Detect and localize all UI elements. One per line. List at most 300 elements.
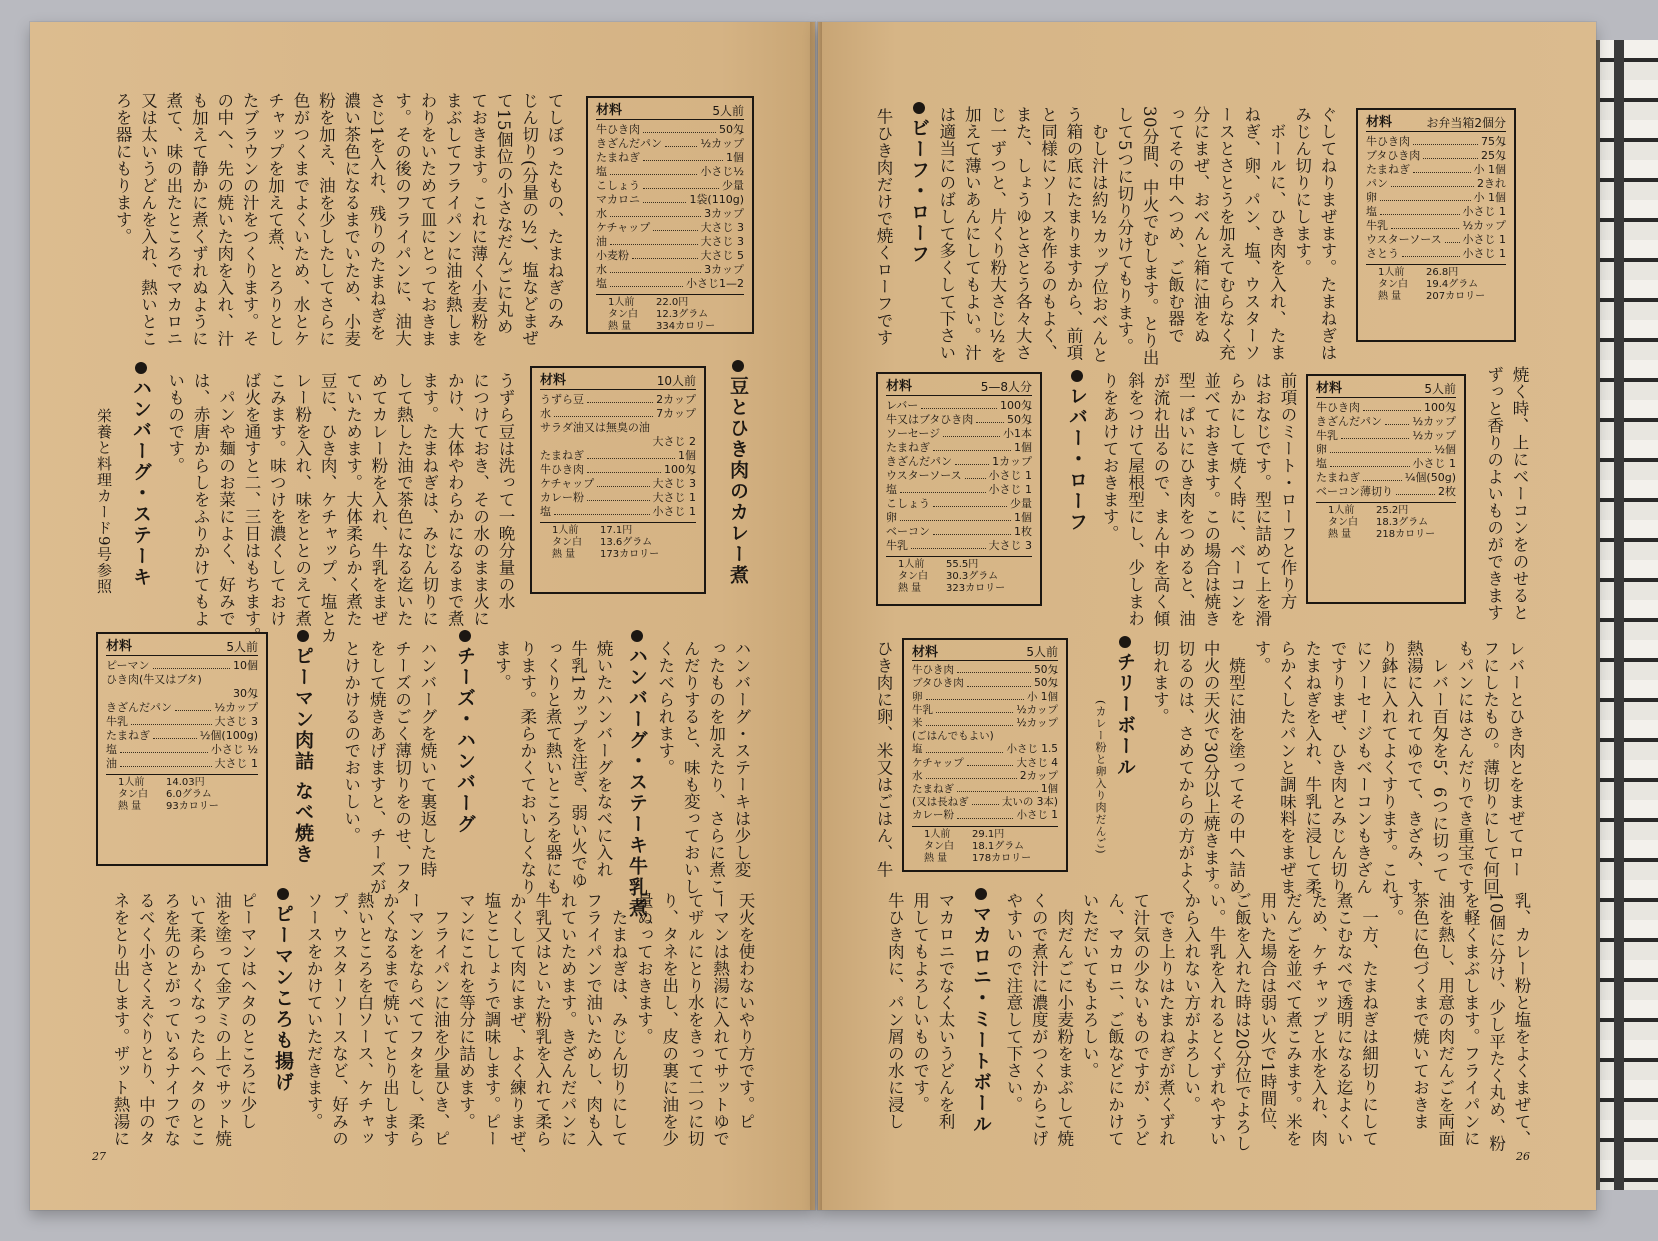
nutrition-row — [596, 321, 744, 333]
ingredient-amount: 小 1個 — [1473, 163, 1506, 176]
nutrition-value: 29.1円 — [972, 828, 1005, 840]
ingredient-row — [596, 179, 744, 193]
ingredient-name: ベーコン — [886, 525, 930, 538]
right-liver-text: レバーとひき肉とをまぜてロー フにしたもの。薄切りにして何回 もパンにはさんだりでき重宝です レバー百匁を5、6つに切って 熱湯に入れてゆでて、きざみ、す り鉢に入れてよくすります。これ にソーセージもベーコンもきざん ですりまぜ、ひき肉とみじん切り たまねぎを入れ、牛乳に浸して柔 らかくしたパンと調味料をまぜま す。 焼型に油を塗ってその中へ詰め 中火の天火で30分以上焼きます。 切るのは、さめてからの方がよく 切れます。 — [1150, 640, 1525, 900]
ingredient-amount: 小さじ 1 — [1462, 233, 1506, 246]
nutrition-info — [886, 556, 1032, 595]
ingredient-row — [540, 505, 696, 519]
ingredient-list — [886, 399, 1032, 553]
ingredient-row — [1316, 401, 1456, 415]
nutrition-row — [912, 829, 1058, 841]
heading-macaroni-meatball — [968, 888, 995, 1135]
ingredient-list — [912, 664, 1058, 822]
leader-dots — [921, 399, 997, 409]
ingredient-row — [912, 783, 1058, 796]
leader-dots — [643, 193, 686, 203]
ingredient-name: ケチャップ — [912, 756, 964, 769]
bullet-icon — [732, 360, 744, 372]
nutrition-value: 13.6グラム — [600, 537, 653, 548]
ingredient-name: こしょう — [596, 179, 640, 192]
ingredient-amount: ½カップ — [1016, 717, 1058, 730]
nutrition-label: 熱 量 — [552, 549, 576, 560]
leader-dots — [976, 413, 1004, 423]
ingredient-row — [596, 235, 744, 249]
ingredient-row — [912, 664, 1058, 677]
ingredient-row — [106, 673, 258, 687]
ingredient-amount: ½カップ — [214, 701, 258, 714]
book-gutter — [810, 22, 822, 1210]
leader-dots — [610, 263, 701, 273]
ingredient-name: 牛ひき肉 — [1316, 401, 1360, 414]
nutrition-value: 14.03円 — [166, 777, 205, 788]
left-piman-text: 天火を使わないやり方です。ピ ーマンは熱湯に入れてサットゆで てザルにとり水をきって二つに切 り、タネを出し、皮の裏に油を少 量ぬっておきます。 たまねぎは、みじん切りにして フライパンで油いためし、肉も入 れていためます。きざんだパンに 牛乳又はといた粉乳を入れて柔ら かくして肉にまぜ、よく練りまぜ、 塩とこしょうで調味します。ピー マンにこれを等分に詰めます。 フライパンに油を少量ひき、ピ ーマンをならべてフタをし、柔ら かくなるまで焼いてとり出します 熱いところを白ソース、ケチャッ プ、ウスターソースなど、好みの ソースをかけていただきます。 — [304, 892, 755, 1164]
ingredient-name: 水 — [596, 263, 607, 276]
nutrition-label: 1人前 — [898, 559, 925, 570]
recipe-box-beef-loaf — [1306, 374, 1466, 604]
ingredient-amount: 50匁 — [719, 123, 744, 136]
right-beef-intro: 牛ひき肉だけで焼くローフです — [874, 108, 893, 346]
ingredient-amount: 大さじ 5 — [700, 249, 744, 262]
bullet-icon — [277, 888, 289, 900]
ingredient-amount: 小さじ ½ — [210, 743, 258, 756]
ingredient-amount: 1個 — [678, 449, 696, 462]
recipe-title: 材料 — [106, 639, 133, 654]
nutrition-label: タン白 — [1328, 517, 1358, 528]
nutrition-value: 93カロリー — [166, 801, 219, 812]
right-bento-text: ぐしてねりまぜます。たまねぎは みじん切りにします。 ボールに、ひき肉を入れ、たま ねぎ、卵、パン、塩、ウスターソ ースとさとうを加えてむらなく充 分にまぜ、おべんと箱に油をぬ ってその中へつめ、ご飯む器で 30分間、中火でむします。とり出 して5つに切り分けてもります。 むし汁は約½カップ位おべんと う箱の底にたまりますから、前項 と同様にソースを作るのもよく、 また、しょうゆとさとう各々大さ じ一ずつと、片くり粉大さじ½を 加えて薄いあんにしてもよい。汁 は適当にのばして多くして下さい — [936, 106, 1337, 366]
leader-dots — [926, 691, 1024, 700]
recipe-title: 材料 — [1316, 381, 1343, 396]
ingredient-name: 牛乳 — [912, 703, 933, 716]
heading-curry-text: 豆とひき肉のカレー煮 — [727, 376, 749, 586]
nutrition-label: タン白 — [552, 537, 582, 548]
right-macaroni-text: マカロニでなく太いうどんを利 用してもよろしいものです。 牛ひき肉に、パン屑の水に浸し — [885, 892, 955, 1130]
right-chili-text: ひき肉に卵、米又はごはん、牛 — [874, 640, 893, 878]
ingredient-name: きざんだパン — [106, 701, 172, 714]
ingredient-row — [886, 399, 1032, 413]
ingredient-name: カレー粉 — [540, 491, 584, 504]
ingredient-amount: 2枚 — [1438, 485, 1456, 498]
ingredient-name: きざんだパン — [1316, 415, 1382, 428]
leader-dots — [632, 249, 698, 259]
nutrition-label: 1人前 — [924, 828, 951, 840]
ingredient-amount: ½カップ — [1412, 415, 1456, 428]
ingredient-name: 塩 — [596, 277, 607, 290]
leader-dots — [610, 277, 683, 287]
ingredient-row — [106, 701, 258, 715]
nutrition-row — [1316, 517, 1456, 529]
leader-dots — [610, 235, 698, 245]
bullet-icon — [1071, 370, 1083, 382]
ingredient-row — [540, 393, 696, 407]
ingredient-list — [106, 659, 258, 771]
leader-dots — [587, 393, 653, 403]
ingredient-amount: 10個 — [233, 659, 258, 672]
ingredient-row — [886, 455, 1032, 469]
ingredient-amount: 3カップ — [704, 207, 744, 220]
heading-cheese-text: チーズ・ハンバーグ — [454, 646, 476, 835]
bullet-icon — [975, 888, 987, 900]
nutrition-info — [912, 826, 1058, 865]
ingredient-name: ひき肉(牛又はブタ) — [106, 673, 202, 686]
leader-dots — [1402, 247, 1460, 257]
leader-dots — [153, 659, 230, 669]
leader-dots — [597, 477, 649, 487]
nutrition-value: 218カロリー — [1376, 529, 1436, 540]
ingredient-row — [1316, 429, 1456, 443]
ingredient-row — [106, 715, 258, 729]
ingredient-amount: 大さじ 3 — [214, 715, 258, 728]
ingredient-amount: 小さじ 1 — [1462, 247, 1506, 260]
ingredient-amount: 100匁 — [664, 463, 696, 476]
ingredient-row — [912, 730, 1058, 743]
ingredient-row — [1366, 135, 1506, 149]
ingredient-row — [596, 263, 744, 277]
nutrition-value: 323カロリー — [946, 583, 1006, 594]
nutrition-label: 熱 量 — [608, 321, 632, 332]
leader-dots — [153, 729, 197, 739]
ingredient-row — [1316, 471, 1456, 485]
ingredient-name: ケチャップ — [540, 477, 595, 490]
nutrition-value: 207カロリー — [1426, 291, 1486, 302]
ingredient-row — [886, 413, 1032, 427]
ingredient-name: たまねぎ — [886, 441, 930, 454]
leader-dots — [1423, 149, 1478, 159]
nutrition-label: タン白 — [1378, 279, 1408, 290]
ingredient-name: 油 — [106, 757, 117, 770]
ingredient-row — [540, 449, 696, 463]
ingredient-amount: 大さじ 1 — [214, 757, 258, 770]
nutrition-label: 1人前 — [1328, 505, 1355, 516]
ingredient-amount: 大さじ 2 — [652, 435, 696, 448]
ingredient-name: ブタひき肉 — [1366, 149, 1421, 162]
leader-dots — [587, 463, 661, 473]
nutrition-row — [912, 853, 1058, 865]
nutrition-row — [1366, 279, 1506, 291]
ingredient-name: 塩 — [1316, 457, 1327, 470]
heading-beef-loaf — [906, 102, 933, 265]
nutrition-info — [540, 522, 696, 561]
bullet-icon — [135, 362, 147, 374]
bullet-icon — [631, 630, 643, 642]
ingredient-amount: 大さじ 3 — [700, 235, 744, 248]
ingredient-name: レバー — [886, 399, 919, 412]
ingredient-row — [912, 796, 1058, 809]
ingredient-name: 牛ひき肉 — [1366, 135, 1410, 148]
ingredient-name: 水 — [540, 407, 551, 420]
ingredient-amount: 2カップ — [1019, 769, 1058, 782]
ingredient-row — [106, 743, 258, 757]
ingredient-amount: 2カップ — [656, 393, 696, 406]
ingredient-row — [1316, 457, 1456, 471]
ingredient-name: きざんだパン — [886, 455, 952, 468]
recipe-servings: 10人前 — [656, 374, 696, 388]
ingredient-row — [912, 770, 1058, 783]
heading-piman-nabe-text: ピーマン肉詰 なべ焼き — [292, 646, 314, 865]
right-beef-text: 前項のミート・ローフと作り方 はおなじです。型に詰めて上を滑 らかにして焼く時に、ベーコンを 並べておきます。この場合は焼き 型一ぱいにひき肉をつめると、油 が流れ出るので、まん中を高く傾 斜をつけて屋根型にし、少しまわ りをあけておきます。 — [1100, 372, 1297, 627]
nutrition-row — [106, 777, 258, 789]
nutrition-value: 178カロリー — [972, 852, 1032, 864]
nutrition-info — [106, 774, 258, 813]
ingredient-row — [1366, 149, 1506, 163]
ingredient-amount: 小さじ 1 — [1016, 809, 1058, 822]
ingredient-amount: 小さじ 1 — [988, 483, 1032, 496]
ingredient-amount: 1個 — [1014, 511, 1032, 524]
recipe-servings: 5人前 — [712, 104, 744, 118]
right-beef-cont: 焼く時、上にベーコンをのせると ずっと香りのよいものができます — [1484, 366, 1529, 621]
ingredient-row — [886, 483, 1032, 497]
nutrition-value: 173カロリー — [600, 549, 660, 560]
ingredient-amount: 大さじ 1 — [652, 491, 696, 504]
ingredient-name: 塩 — [886, 483, 897, 496]
nutrition-label: 熱 量 — [1378, 291, 1402, 302]
ingredient-row — [106, 757, 258, 771]
ingredient-amount: 大さじ 3 — [652, 477, 696, 490]
leader-dots — [643, 179, 719, 189]
nutrition-info — [1316, 502, 1456, 541]
ingredient-row — [540, 491, 696, 505]
recipe-title: 材料 — [886, 379, 913, 394]
ingredient-list — [1316, 401, 1456, 499]
recipe-title: 材料 — [1366, 115, 1393, 130]
ingredient-row — [1316, 415, 1456, 429]
nutrition-row — [540, 537, 696, 549]
nutrition-label: タン白 — [118, 789, 148, 800]
ingredient-amount: 2きれ — [1477, 177, 1506, 190]
recipe-box-curry — [530, 366, 706, 594]
ingredient-amount: ½カップ — [1462, 219, 1506, 232]
ingredient-row — [1316, 485, 1456, 499]
nutrition-row — [1366, 267, 1506, 279]
ingredient-row — [1366, 219, 1506, 233]
ingredient-name: ケチャップ — [596, 221, 651, 234]
leader-dots — [1413, 163, 1471, 173]
leader-dots — [554, 407, 653, 417]
ingredient-name: たまねぎ — [106, 729, 150, 742]
ingredient-name: 卵 — [886, 511, 897, 524]
leader-dots — [610, 165, 697, 175]
recipe-title: 材料 — [912, 645, 939, 660]
ingredient-name: 牛又はブタひき肉 — [886, 413, 974, 426]
ingredient-row — [106, 687, 258, 701]
heading-macaroni-meatball-text: マカロニ・ミートボール — [970, 904, 992, 1135]
ingredient-name: たまねぎ — [912, 783, 954, 796]
recipe-box-piman — [96, 632, 268, 866]
ingredient-name: 塩 — [596, 165, 607, 178]
leader-dots — [926, 770, 1017, 779]
leader-dots — [911, 539, 986, 549]
ingredient-name: 油 — [596, 235, 607, 248]
nutrition-value: 26.8円 — [1426, 267, 1459, 278]
recipe-servings: お弁当箱2個分 — [1426, 116, 1506, 130]
ingredient-amount: 小1本 — [1003, 427, 1032, 440]
heading-piman-age-text: ピーマンころも揚げ — [272, 904, 294, 1093]
nutrition-value: 6.0グラム — [166, 789, 212, 800]
ingredient-name: たまねぎ — [1366, 163, 1410, 176]
ingredient-row — [596, 221, 744, 235]
nutrition-label: 熱 量 — [898, 583, 922, 594]
heading-hamburg-milk-text: ハンバーグ・ステーキ牛乳煮 — [626, 646, 648, 919]
ingredient-row — [1366, 205, 1506, 219]
leader-dots — [1380, 191, 1471, 201]
leader-dots — [1380, 205, 1460, 215]
ingredient-list — [540, 393, 696, 519]
recipe-title: 材料 — [540, 373, 567, 388]
nutrition-value: 25.2円 — [1376, 505, 1409, 516]
recipe-servings: 5人前 — [226, 640, 258, 654]
recipe-servings: 5人前 — [1026, 645, 1058, 659]
nutrition-info — [1366, 264, 1506, 303]
page-number-left: 27 — [92, 1150, 106, 1163]
nutrition-value: 30.3グラム — [946, 571, 999, 582]
nutrition-label: タン白 — [924, 840, 954, 852]
ingredient-amount: 小さじ1—2 — [686, 277, 744, 290]
leader-dots — [653, 221, 697, 231]
ingredient-name: パン — [1366, 177, 1388, 190]
ingredient-amount: 1枚 — [1014, 525, 1032, 538]
heading-liver-loaf — [1064, 370, 1091, 533]
heading-curry — [725, 360, 752, 586]
ingredient-amount: 1袋(110g) — [689, 193, 744, 206]
ingredient-row — [912, 691, 1058, 704]
ingredient-amount: 25匁 — [1481, 149, 1506, 162]
ingredient-row — [886, 511, 1032, 525]
leader-dots — [587, 491, 650, 501]
ingredient-amount: 100匁 — [1424, 401, 1456, 414]
ingredient-name: カレー粉 — [912, 809, 954, 822]
nutrition-row — [106, 801, 258, 813]
nutrition-label: 1人前 — [608, 297, 635, 308]
ingredient-row — [540, 407, 696, 421]
ingredient-name: 牛ひき肉 — [540, 463, 584, 476]
leader-dots — [120, 743, 208, 753]
nutrition-label: 1人前 — [552, 525, 579, 536]
leader-dots — [1385, 415, 1409, 425]
nutrition-row — [106, 789, 258, 801]
ingredient-row — [886, 427, 1032, 441]
nutrition-value: 334カロリー — [656, 321, 716, 332]
ingredient-row — [912, 704, 1058, 717]
ingredient-row — [596, 123, 744, 137]
leader-dots — [965, 469, 986, 479]
ingredient-amount: 小さじ½ — [700, 165, 744, 178]
nutrition-value: 18.3グラム — [1376, 517, 1429, 528]
heading-liver-loaf-text: レバー・ローフ — [1066, 386, 1088, 533]
ingredient-name: 卵 — [912, 690, 923, 703]
ingredient-name: 牛ひき肉 — [596, 123, 640, 136]
ingredient-name: きざんだパン — [596, 137, 662, 150]
ingredient-name: ウスターソース — [1366, 233, 1442, 246]
recipe-box-macaroni — [586, 96, 754, 334]
leader-dots — [1391, 219, 1459, 229]
bullet-icon — [459, 630, 471, 642]
ingredient-row — [540, 435, 696, 449]
ingredient-row — [886, 497, 1032, 511]
heading-hamburg-text: ハンバーグ・ステーキ — [130, 378, 152, 588]
ingredient-amount: 50匁 — [1007, 413, 1032, 426]
left-piman-age-text: ピーマンはヘタのところに少し 油を塗って金アミの上でサット焼 いて柔らかくなったらヘタのとこ ろを先のとがっているナイフでな るべく小さくえぐりとり、中のタ ネをとり出します。ザット熱湯に — [110, 892, 257, 1147]
ingredient-list — [596, 123, 744, 291]
leader-dots — [643, 151, 723, 161]
page-number-right: 26 — [1516, 1150, 1530, 1163]
nutrition-row — [596, 309, 744, 321]
ingredient-name: 牛乳 — [1366, 219, 1388, 232]
ingredient-row — [596, 277, 744, 291]
recipe-box-liver-loaf — [876, 372, 1042, 606]
magazine-cover-edge — [1596, 40, 1658, 1190]
ingredient-row — [540, 421, 696, 435]
ingredient-amount: ½個(100g) — [199, 729, 258, 742]
ingredient-name: たまねぎ — [1316, 471, 1360, 484]
leader-dots — [1330, 443, 1431, 453]
leader-dots — [1396, 485, 1435, 495]
ingredient-name: ウスターソース — [886, 469, 962, 482]
leader-dots — [1363, 471, 1402, 481]
ingredient-amount: 大さじ 4 — [1016, 756, 1058, 769]
nutrition-label: 1人前 — [118, 777, 145, 788]
leader-dots — [610, 207, 701, 217]
leader-dots — [1445, 233, 1460, 243]
ingredient-amount: 3カップ — [704, 263, 744, 276]
leader-dots — [933, 525, 1011, 535]
leader-dots — [554, 505, 650, 515]
leader-dots — [957, 809, 1013, 818]
leader-dots — [120, 757, 212, 767]
nutrition-label: 熱 量 — [1328, 529, 1352, 540]
ingredient-row — [596, 165, 744, 179]
ingredient-row — [106, 659, 258, 673]
hamburg-card-note: 栄養と料理カード9号参照 — [95, 408, 113, 595]
ingredient-row — [912, 677, 1058, 690]
leader-dots — [936, 704, 1013, 713]
ingredient-name: 塩 — [106, 743, 117, 756]
recipe-box-bento — [1356, 108, 1516, 342]
nutrition-label: タン白 — [608, 309, 638, 320]
ingredient-name: 水 — [912, 769, 923, 782]
nutrition-label: タン白 — [898, 571, 928, 582]
nutrition-row — [1316, 505, 1456, 517]
leader-dots — [943, 427, 1000, 437]
ingredient-row — [540, 477, 696, 491]
leader-dots — [131, 715, 212, 725]
leader-dots — [967, 677, 1031, 686]
leader-dots — [1330, 457, 1410, 467]
left-macaroni-text: てしぼったもの、たまねぎのみ じん切り(分量の½)、塩などまぜ て15個位の小さなだんごに丸め ておきます。これに薄く小麦粉を まぶしてフライパンに油を熱しま わりをいためて皿にとっておきま す。その後のフライパンに、油大 さじ1を入れ、残りのたまねぎを 濃い茶色になるまでいため、小麦 粉を加え、油を少したしてさらに 色がつくまでよくいため、水とケ チャップを加えて煮、とろりとし たブラウンの汁をつくります。そ の中へ、先の焼いた肉を入れ、汁 も加えて静かに煮くずれぬように 煮て、味の出たところでマカロニ 又は太いうどんを入れ、熱いとこ ろを器にもります。 — [113, 92, 564, 347]
leader-dots — [955, 455, 989, 465]
leader-dots — [957, 664, 1031, 673]
ingredient-amount: 大さじ 3 — [988, 539, 1032, 552]
ingredient-amount: ½カップ — [700, 137, 744, 150]
ingredient-name: (ごはんでもよい) — [912, 730, 994, 743]
nutrition-row — [540, 549, 696, 561]
ingredient-name: ブタひき肉 — [912, 677, 964, 690]
chili-ball-subtitle: (カレー粉と卵入り肉だんご) — [1094, 700, 1107, 855]
ingredient-amount: 100匁 — [1000, 399, 1032, 412]
ingredient-amount: 小さじ 1 — [1412, 457, 1456, 470]
cover-spine-strip — [1614, 40, 1624, 1190]
ingredient-amount: 小 1個 — [1026, 690, 1058, 703]
ingredient-amount: 1カップ — [992, 455, 1032, 468]
ingredient-amount: 50匁 — [1034, 677, 1058, 690]
ingredient-name: こしょう — [886, 497, 930, 510]
heading-beef-loaf-text: ビーフ・ローフ — [908, 118, 930, 265]
nutrition-value: 17.1円 — [600, 525, 633, 536]
ingredient-row — [886, 525, 1032, 539]
ingredient-amount: ½カップ — [1412, 429, 1456, 442]
ingredient-amount: ½カップ — [1016, 703, 1058, 716]
nutrition-label: 熱 量 — [118, 801, 142, 812]
nutrition-label: 熱 量 — [924, 852, 948, 864]
